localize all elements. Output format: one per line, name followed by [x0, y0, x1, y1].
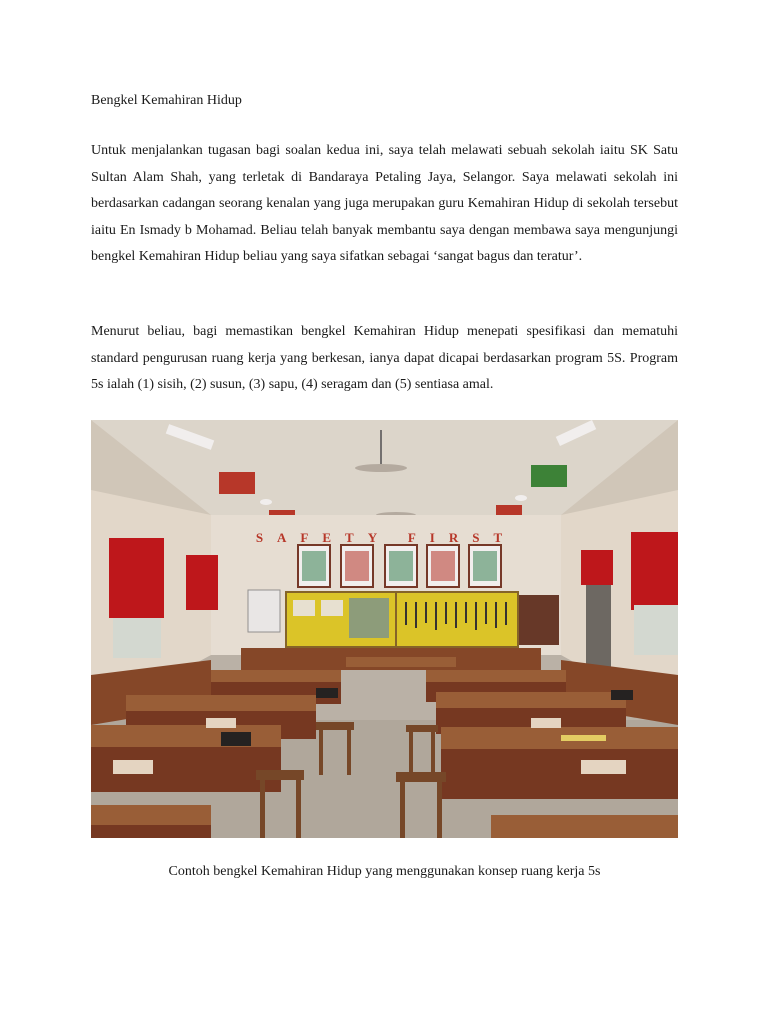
- workshop-photo-illustration: [91, 420, 678, 838]
- photo-caption: Contoh bengkel Kemahiran Hidup yang menggunakan konsep ruang kerja 5s: [168, 864, 601, 879]
- paragraph-intro: Untuk menjalankan tugasan bagi soalan kedua ini, saya telah melawati sebuah sekolah iaitu SK Satu Sultan Alam Shah, yang terletak di Bandaraya Petaling Jaya, Selangor. Saya melawati sekolah ini berdasarkan cadangan seorang kenalan yang juga merupakan guru Kemahiran Hidup di sekolah tersebut iaitu En Ismady b Mohamad. Beliau telah banyak membantu saya dengan membawa saya mengunjungi bengkel Kemahiran Hidup beliau yang saya sifatkan sebagai ‘sangat bagus dan teratur’.: [91, 143, 678, 264]
- safety-banner: SAFETY FIRST: [255, 530, 517, 545]
- paragraph-5s-program: Menurut beliau, bagi memastikan bengkel Kemahiran Hidup menepati spesifikasi dan mematuhi standard pengurusan ruang kerja yang berkesan, ianya dapat dicapai berdasarkan program 5S. Program 5s ialah (1) sisih, (2) susun, (3) sapu, (4) seragam dan (5) sentiasa amal.: [91, 324, 678, 392]
- page-title: Bengkel Kemahiran Hidup: [91, 93, 242, 108]
- workshop-photo: [91, 420, 678, 838]
